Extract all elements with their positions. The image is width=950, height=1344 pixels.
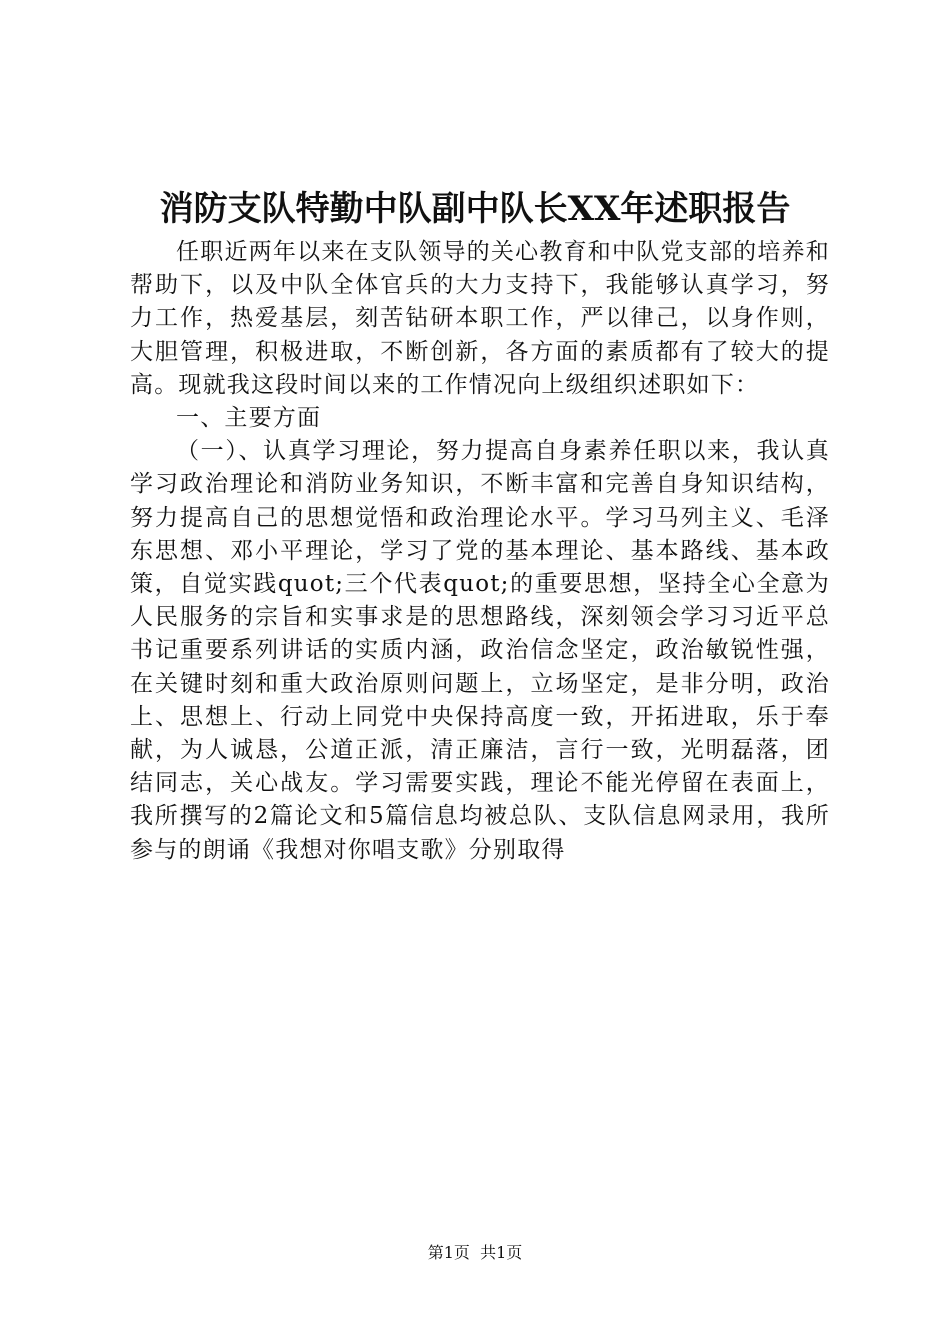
section-paragraph: （一）、认真学习理论，努力提高自身素养任职以来，我认真学习政治理论和消防业务知识，不断丰富和完善自身知识结构，努力提高自己的思想觉悟和政治理论水平。学习马列主义、毛泽东思想、邓小平理论，学习了党的基本理论、基本路线、基本政策，自觉实践quot;三个代表quot;的重要思想，坚持全心全意为人民服务的宗旨和实事求是的思想路线，深刻领会学习习近平总书记重要系列讲话的实质内涵，政治信念坚定，政治敏锐性强，在关键时刻和重大政治原则问题上，立场坚定，是非分明，政治上、思想上、行动上同党中央保持高度一致，开拓进取，乐于奉献，为人诚恳，公道正派，清正廉洁，言行一致，光明磊落，团结同志，关心战友。学习需要实践，理论不能光停留在表面上，我所撰写的2篇论文和5篇信息均被总队、支队信息网录用，我所参与的朗诵《我想对你唱支歌》分别取得 xyxy=(130,438,830,863)
intro-paragraph: 任职近两年以来在支队领导的关心教育和中队党支部的培养和帮助下，以及中队全体官兵的大力支持下，我能够认真学习，努力工作，热爱基层，刻苦钻研本职工作，严以律己，以身作则，大胆管理，积极进取，不断创新，各方面的素质都有了较大的提高。现就我这段时间以来的工作情况向上级组织述职如下： xyxy=(130,239,830,398)
document-body xyxy=(130,236,830,867)
page-number-label: 第1页 共1页 xyxy=(427,1243,523,1262)
document-title: 消防支队特勤中队副中队长XX年述职报告 xyxy=(159,189,791,229)
page-footer xyxy=(0,1242,950,1264)
section-heading: 一、主要方面 xyxy=(176,405,322,432)
